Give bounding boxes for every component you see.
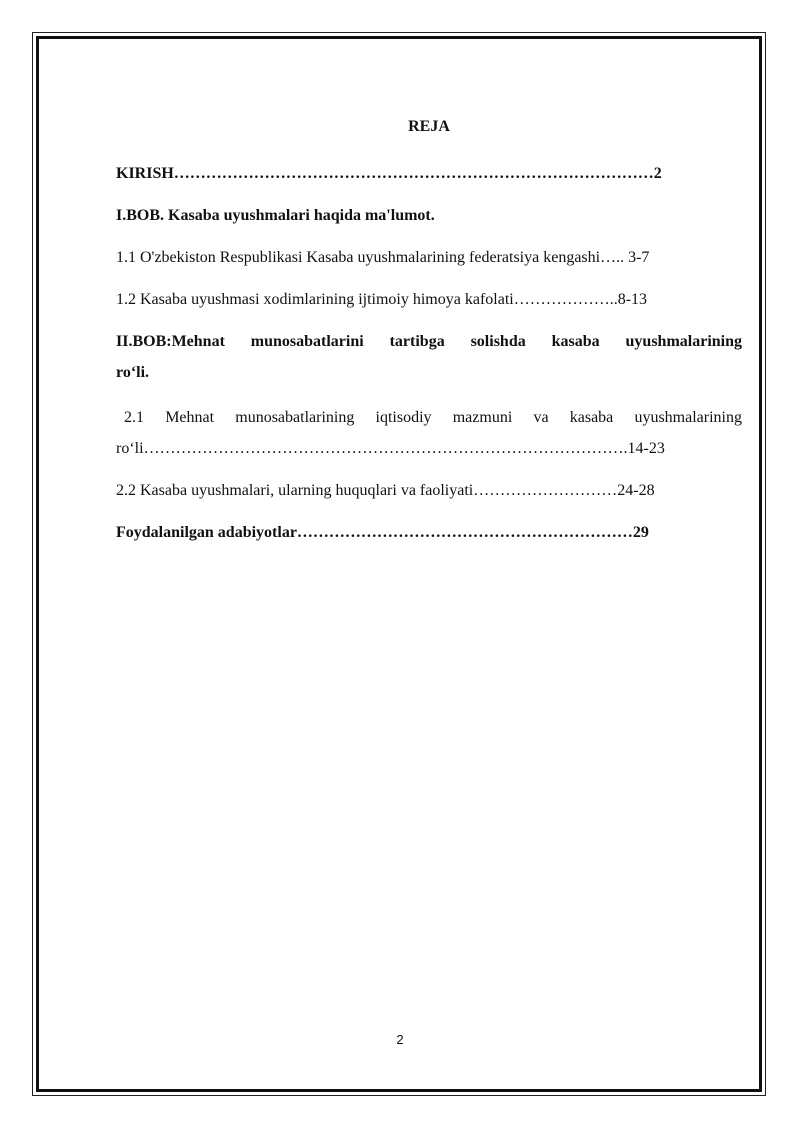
toc-chapter2-heading-line2: ro‘li. <box>116 364 150 381</box>
toc-item-1-1: 1.1 O'zbekiston Respublikasi Kasaba uyushmalarining federatsiya kengashi….. 3-7 <box>116 249 650 266</box>
toc-item-1-2: 1.2 Kasaba uyushmasi xodimlarining ijtimoiy himoya kafolati………………..8-13 <box>116 291 648 308</box>
toc-item-2-2: 2.2 Kasaba uyushmalari, ularning huquqlari va faoliyati………………………24-28 <box>116 482 655 499</box>
toc-references: Foydalanilgan adabiyotlar………………………………………………………29 <box>116 524 649 541</box>
toc-item-2-1-line1: 2.1 Mehnat munosabatlarining iqtisodiy mazmuni va kasaba uyushmalarining <box>124 409 742 426</box>
toc-chapter1-heading: I.BOB. Kasaba uyushmalari haqida ma'lumot. <box>116 207 435 224</box>
toc-intro: KIRISH………………………………………………………………………………2 <box>116 165 662 182</box>
table-of-contents <box>116 110 742 548</box>
page-number: 2 <box>396 1032 404 1047</box>
toc-chapter2-heading-line1: II.BOB:Mehnat munosabatlarini tartibga solishda kasaba uyushmalarining <box>116 333 742 350</box>
toc-item-2-1-line2: ro‘li……………………………………………………………………………….14-23 <box>116 440 665 457</box>
page-title: REJA <box>408 118 450 135</box>
